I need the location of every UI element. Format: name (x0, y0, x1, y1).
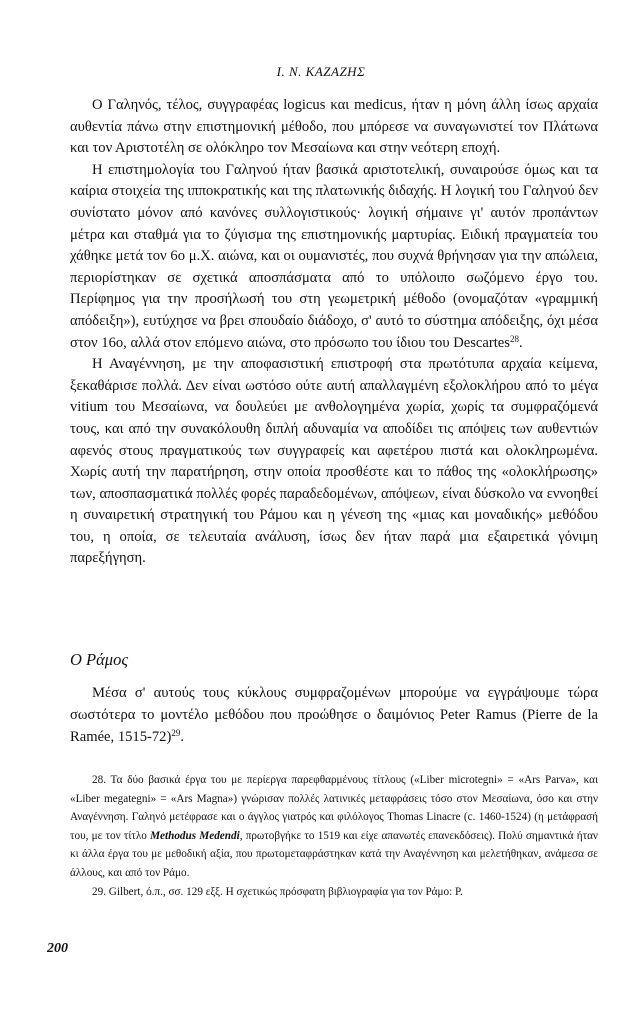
footnote-text: , πρωτοβγήκε το 1519 και είχε απανωτές επανεκδόσεις). Πολύ σημαντικά ήταν κι άλλα έργα του με μεθοδική αξία, που πρωτομεταφράστηκαν κατά την Αναγέννηση και μελετήθηκαν, ανάμεσα σε άλλους, και από τον Ράμο. (70, 829, 598, 879)
footnote-number: 28. (92, 774, 106, 786)
section-body-text (70, 682, 598, 748)
page-number: 200 (47, 941, 68, 956)
footnote-ref-28: 28 (509, 333, 519, 344)
footnotes (70, 771, 598, 902)
paragraph-renaissance: Η Αναγέννηση, με την αποφασιστική επιστροφή στα πρωτότυπα αρχαία κείμενα, ξεκαθάρισε πολλά. Δεν είναι ωστόσο ούτε αυτή απαλλαγμένη εξολοκλήρου από το μέγα vitium του Μεσαίωνα, να δουλεύει με ανθολογημένα χωρία, χωρίς τα συμφραζόμενά τους, και από την συνακόλουθη διπλή αδυναμία να αποδίδει τις απόψεις των αυθεντιών αφενός στους πραγματικούς των συγγραφείς και αφετέρου πιστά και ολοκληρωμένα. Χωρίς αυτή την παρατήρηση, στην οποία προσθέστε και το πάθος της «ολοκλήρωσης» των, αποσπασματικά πολλές φορές παραδεδομένων, απόψεων, είναι δύσκολο να εννοηθεί η συναιρετική στρατηγική του Ράμου και η γένεση της «μιας και μοναδικής» μεθόδου του, η οποία, σε τελευταία ανάλυση, ίσως δεν ήταν παρά μια εξαιρετικά γόνιμη παρεξήγηση. (70, 356, 598, 567)
footnote-title: Methodus Medendi (150, 829, 240, 842)
paragraph-ramus (70, 682, 598, 748)
running-head: Ι. Ν. ΚΑΖΑΖΗΣ (276, 64, 366, 79)
main-body-text (70, 95, 598, 570)
footnote-text: Gilbert, ό.π., σσ. 129 εξξ. Η σχετικώς πρόσφατη βιβλιογραφία για τον Ράμο: P. (108, 886, 463, 898)
section-heading: Ο Ράμος (70, 650, 129, 669)
paragraph-text: Η επιστημολογία του Γαληνού ήταν βασικά αριστοτελική, συναιρούσε όμως και τα καίρια στοιχεία της ιπποκρατικής και της πλατωνικής διδαχής. Η λογική του Γαληνού δεν συνίστατο μόνον από κανόνες συλλογιστικούς· λογική σήμαινε γι' αυτόν προπάντων μέτρα και σταθμά για το ζύγισμα της επιστημονικής μαρτυρίας. Ειδική πραγματεία του χάθηκε μετά τον 6ο μ.Χ. αιώνα, και οι ουμανιστές, που συχνά θρήνησαν για την απώλεια, περιορίστηκαν σε σχετικά αποσπάσματα από το υπόλοιπο σωζόμενο έργο του. Περίφημος για την προσήλωσή του στη γεωμετρική μέθοδο (ονομαζόταν «γραμμική απόδειξη»), ευτύχησε να βρει σπουδαίο διάδοχο, σ' αυτό το σύστημα απόδειξης, όχι μέσα στον 16ο, αλλά στον επόμενο αιώνα, στο πρόσωπο του ίδιου του Descartes (70, 161, 598, 351)
footnote-text: Τα δύο βασικά έργα του με περίεργα παρεφθαρμένους τίτλους («Liber microtegni» = «Ars Parva», και «Liber megategni» = «Ars Magna») γνώρισαν πολλές λατινικές μεταφράσεις τόσο στον Μεσαίωνα, όσο και στην Αναγέννηση. Γαληνό μετέφρασε και ο άγγλος γιατρός και φιλόλογος Thomas Linacre (c. 1460-1524) (η μετάφρασή του, με τον τίτλο (70, 774, 598, 842)
paragraph-text: Μέσα σ' αυτούς τους κύκλους συμφραζομένων μπορούμε να εγγράψουμε τώρα σωστότερα το μοντέλο μεθόδου που προώθησε ο δαιμόνιος Peter Ramus (Pierre de la Ramée, 1515-72) (70, 685, 598, 745)
footnote-28 (70, 771, 598, 882)
footnote-29 (70, 883, 598, 902)
paragraph-galen-epistemology (70, 160, 598, 354)
paragraph-end: . (518, 334, 523, 351)
paragraph-galen-intro: Ο Γαληνός, τέλος, συγγραφέας logicus και medicus, ήταν η μόνη άλλη ίσως αρχαία αυθεντία πάνω στην επιστημονική μέθοδο, που μπόρεσε να συναγωνιστεί τον Πλάτωνα και τον Αριστοτέλη σε ολόκληρο τον Μεσαίωνα και στην νεότερη εποχή. (70, 97, 598, 157)
footnote-number: 29. (92, 886, 106, 898)
paragraph-end: . (180, 729, 184, 745)
footnote-ref-29: 29 (171, 728, 181, 738)
